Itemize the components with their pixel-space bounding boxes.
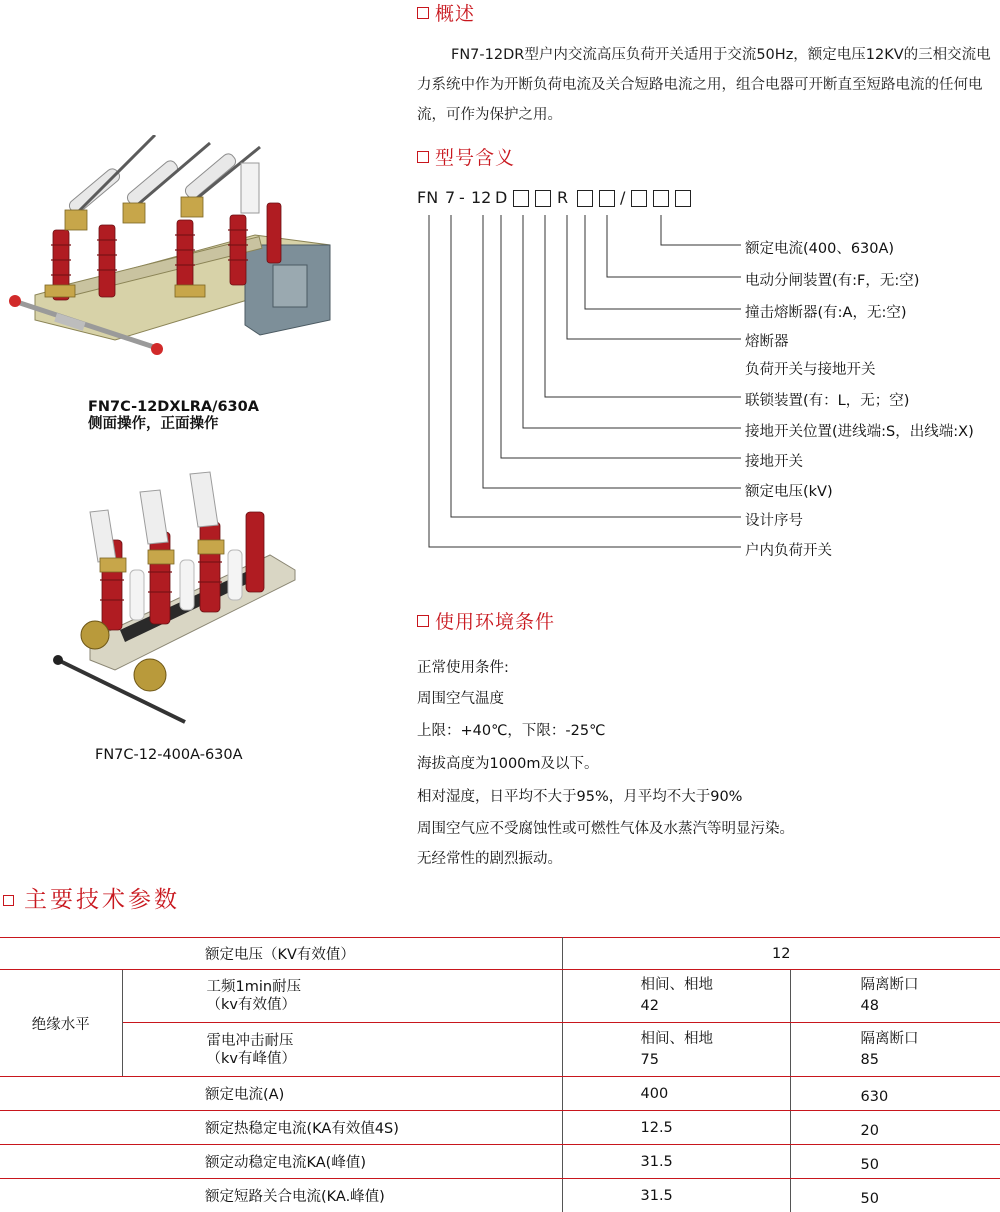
spec-row-value-400: 31.5 [562, 1145, 790, 1179]
model-code-legend-lines [415, 205, 745, 555]
table-row [0, 1145, 1000, 1179]
env-line: 周围空气应不受腐蚀性或可燃性气体及水蒸汽等明显污染。 [417, 821, 794, 837]
code-d: D [495, 188, 508, 207]
legend-fuse: 熔断器 [745, 334, 789, 350]
lightning-impulse-label: 雷电冲击耐压 （kv有峰值） [122, 1023, 562, 1077]
product-2-caption: FN7C-12-400A-630A [95, 747, 243, 763]
power-frequency-isolation-value: 隔离断口 48 [790, 970, 1000, 1023]
code-dash: - [459, 188, 465, 207]
product-1-caption: FN7C-12DXLRA/630A 侧面操作，正面操作 [88, 399, 259, 432]
model-meaning-heading: 型号含义 [417, 143, 515, 170]
code-fn: FN [417, 188, 439, 207]
power-frequency-phase-value: 相间、相地 42 [562, 970, 790, 1023]
overview-paragraph: FN7-12DR型户内交流高压负荷开关适用于交流50Hz，额定电压12KV的三相交流电力系统中作为开断负荷电流及关合短路电流之用，组合电器可开断直至短路电流的任何电流，可作为保护之用。 [417, 47, 991, 123]
spec-row-value-400: 400 [562, 1077, 790, 1111]
rated-voltage-label: 额定电压（KV有效值） [0, 938, 562, 970]
legend-rated-voltage: 额定电压(kV) [745, 484, 833, 500]
hollow-square-icon [417, 7, 429, 19]
hollow-square-icon [417, 615, 429, 627]
spec-row-label: 额定短路关合电流(KA.峰值) [0, 1179, 562, 1212]
lightning-impulse-phase-value: 相间、相地 75 [562, 1023, 790, 1077]
overview-heading: 概述 [417, 0, 475, 26]
table-row [0, 970, 1000, 1023]
code-slash: / [620, 188, 626, 207]
specs-heading: 主要技术参数 [3, 881, 180, 914]
table-row [0, 1111, 1000, 1145]
spec-row-value-630: 50 [790, 1145, 1000, 1179]
power-frequency-label: 工频1min耐压 （kv有效值） [122, 970, 562, 1023]
spec-row-value-400: 12.5 [562, 1111, 790, 1145]
legend-rated-current: 额定电流(400、630A) [745, 241, 895, 257]
spec-row-value-400: 31.5 [562, 1179, 790, 1212]
legend-load-earthing-switch: 负荷开关与接地开关 [745, 362, 876, 378]
environment-heading: 使用环境条件 [417, 607, 555, 634]
rated-voltage-value: 12 [562, 938, 1000, 970]
env-line: 正常使用条件: [417, 660, 509, 676]
table-row [0, 1023, 1000, 1077]
code-seven: 7 [445, 188, 456, 207]
legend-earthing-switch: 接地开关 [745, 454, 803, 470]
legend-indoor-load-switch: 户内负荷开关 [745, 543, 832, 559]
product-photo-side-operated [5, 135, 340, 370]
legend-electric-trip: 电动分闸装置(有:F，无:空) [745, 273, 920, 289]
spec-row-label: 额定电流(A) [0, 1077, 562, 1111]
env-line: 上限：+40℃，下限：-25℃ [417, 723, 606, 739]
env-line: 周围空气温度 [417, 691, 504, 707]
legend-design-serial: 设计序号 [745, 513, 803, 529]
code-twelve: 12 [471, 188, 492, 207]
table-row [0, 1179, 1000, 1212]
legend-striker-fuse: 撞击熔断器(有:A，无:空) [745, 305, 907, 321]
table-row [0, 1077, 1000, 1111]
insulation-level-label: 绝缘水平 [0, 970, 122, 1077]
hollow-square-icon [3, 895, 14, 906]
table-row [0, 938, 1000, 970]
spec-row-value-630: 20 [790, 1111, 1000, 1145]
specs-table [0, 937, 1000, 1212]
spec-row-label: 额定动稳定电流KA(峰值) [0, 1145, 562, 1179]
hollow-square-icon [417, 151, 429, 163]
env-line: 无经常性的剧烈振动。 [417, 851, 562, 867]
legend-earthing-position: 接地开关位置(进线端:S，出线端:X) [745, 424, 974, 440]
spec-row-value-630: 50 [790, 1179, 1000, 1212]
lightning-impulse-isolation-value: 隔离断口 85 [790, 1023, 1000, 1077]
legend-interlock: 联锁装置(有：L，无；空) [745, 393, 910, 409]
env-line: 相对湿度，日平均不大于95%，月平均不大于90% [417, 789, 743, 805]
product-photo-front-operated [50, 470, 300, 730]
code-r: R [557, 188, 569, 207]
spec-row-label: 额定热稳定电流(KA有效值4S) [0, 1111, 562, 1145]
env-line: 海拔高度为1000m及以下。 [417, 756, 599, 772]
spec-row-value-630: 630 [790, 1077, 1000, 1111]
